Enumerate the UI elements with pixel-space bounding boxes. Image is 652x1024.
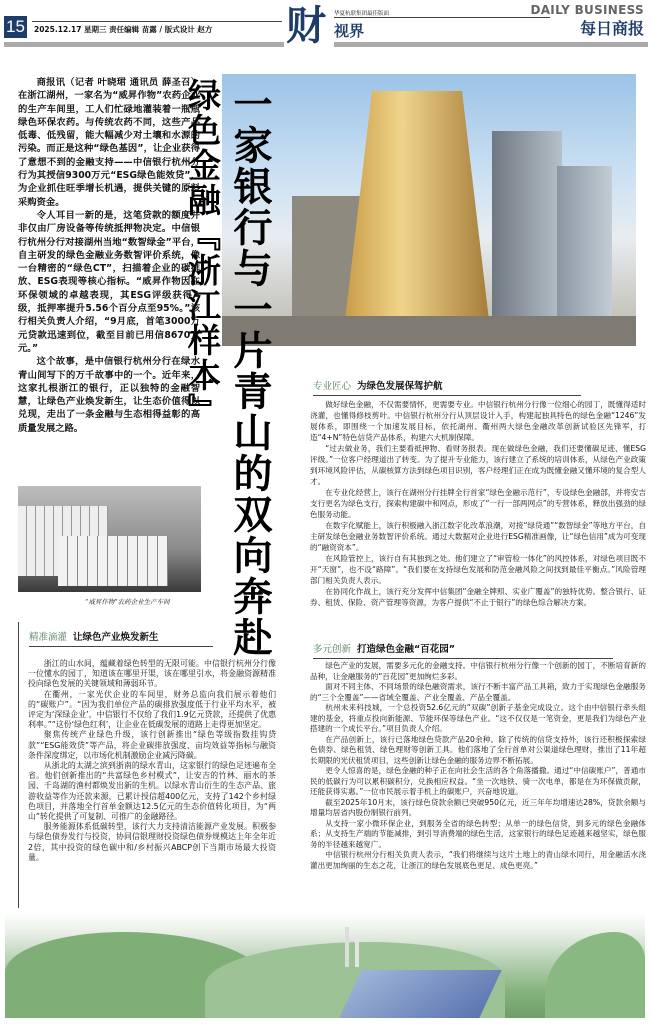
green-landscape-banner [5,912,645,1018]
paragraph: 从浙北的太湖之滨到浙南的绿水青山，这家银行的绿色足迹遍布全省。他们创新推出的“共富绿色乡村模式”，让安吉的竹林、丽水的茶园、千岛湖的渔村都焕发出新的生机。以绿水青山衍生的生态产品、旅游收益等作为还款来源，已累计授信超400亿元，支持了142个乡村绿色项目，并落地全行首单金额达12.5亿元的生态价值转化项目，为“两山”转化提供了可复制、可推广的金融路径。 [28,761,276,822]
section-heading [313,641,613,659]
paragraph: 浙江的山水间，蕴藏着绿色转型的无限可能。中信银行杭州分行像一位懂水的园丁，知道该在哪里开渠，该在哪里引水，将金融资源精准投向绿色发展的关键领域和薄弱环节。 [28,659,276,689]
section-body [310,661,646,871]
paragraph: 服务能源体系低碳转型，该行大力支持清洁能源产业发展。积极参与绿色债券发行与投资，协同信银理财投资绿色债券规模达上年全年近2倍，其中投资的绿色碳中和/乡村振兴ABCP创下当期市场最大投资量。 [28,822,276,862]
paper-name-cn: 每日商报 [579,19,644,38]
paragraph: 在产品创新上，该行已落地绿色贷款产品20余种。除了传统的信贷支持外，该行还积极探索绿色债券、绿色租赁、绿色理财等创新工具。他们落地了全行首单对公渠道绿色理财，推出了11年超长期限的光伏租赁项目，这些创新让绿色金融的服务边界不断拓展。 [310,734,646,765]
paragraph: 从支持一家小微环保企业，到服务全省的绿色转型；从单一的绿色信贷，到多元的绿色金融体系；从支持生产端的节能减排，到引导消费端的绿色生活，这家银行的绿色足迹越来越坚实，绿色服务的半径越来越宽广。 [310,818,646,849]
paper-name-en: DAILY BUSINESS [530,3,644,17]
lead-paragraph: 这个故事，是中信银行杭州分行在绿水青山间写下的万千故事中的一个。近年来，这家扎根浙江的银行，正以独特的金融智慧，让绿色产业焕发新生，让生态价值得以兑现，走出了一条金融与生态相得益彰的高质量发展之路。 [18,356,200,434]
paragraph: “过去做业务，我们主要看抵押物、看财务报表。现在做绿色金融，我们还要懂碳足迹、懂ESG评级。”一位客户经理道出了转变。为了提升专业能力，该行建立了系统的培训体系，从绿色产业政策到环境风险评估，从碳核算方法到绿色项目识别，客户经理们正在成为既懂金融又懂环境的复合型人才。 [310,444,646,486]
section-heading [313,378,581,396]
section-kicker: 专业匠心 [313,381,352,392]
paragraph: 更令人惊喜的是，绿色金融的种子正在向社会生活的各个角落播撒。通过“中信碳账户”，普通市民的低碳行为可以累积碳积分，兑换相应权益。“坐一次地铁、骑一次电单，都是在为环保做贡献，还能获得实惠。”一位市民展示着手机上的碳账户，兴奋地说道。 [310,766,646,796]
page-number: 15 [4,16,27,38]
section-heading [29,629,213,647]
sponsor-line: 华夏杭联集团最佳版面 [334,11,390,17]
section-body [310,399,646,608]
lead-article [18,76,200,435]
section-title: 让绿色产业焕发新生 [73,632,159,643]
headline-sub: 绿色金融『浙江样本』 [183,78,222,428]
section-kicker: 精准滴灌 [29,632,68,643]
paragraph: 在衢州，一家光伏企业的车间里，财务总监向我们展示着他们的“碳账户”。“因为我们单位产品的碳排放强度低于行业平均水平，被评定为‘深绿企业’，中信银行不仅给了我们1.9亿元贷款，还提供了优惠利率。”“这份‘绿色红利’，让企业在低碳发展的道路上走得更加坚定。 [28,689,276,730]
paragraph: 杭州未来科技城，一个总投资52.6亿元的“双碳”创新子基金完成设立。这个由中信银行牵头组建的基金，将重点投向新能源、节能环保等绿色产业。“这不仅仅是一笔资金，更是我们为绿色产业搭建的一个成长平台。”项目负责人介绍。 [310,703,646,733]
paragraph: 截至2025年10月末，该行绿色贷款余额已突破950亿元，近三年年均增速达28%，贷款余额与增量均居省内股份制银行前列。 [310,797,646,817]
section-side-rule [18,622,19,908]
paragraph: 中信银行杭州分行相关负责人表示，“我们将继续与这片土地上的青山绿水同行，用金融活水浇灌出更加绚丽的生态之花，让浙江的绿色发展底色更足、成色更亮。” [310,850,646,870]
paragraph: 做好绿色金融，不仅需要情怀，更需要专业。中信银行杭州分行像一位细心的园丁，既懂得适时浇灌，也懂得修枝剪叶。中信银行杭州分行从顶层设计入手，构建起独具特色的绿色金融“1246”发展体系，即围绕一个加速发展目标，依托湖州、衢州两大绿色金融改革创新试验区先锋军，打造“4+N”特色信贷产品体系，构建六大机制保障。 [310,400,646,442]
header-bar [4,42,284,47]
bank-building-photo [222,74,636,346]
section-kicker: 多元创新 [313,644,352,655]
paragraph: 在数字化赋能上，该行积极融入浙江数字化改革浪潮，对接“绿贷通”“数智绿金”等地方平台，自主研发绿色金融业务数智评价系统。通过大数据对企业进行ESG精准画像，让“绿色信用”成为可变现的“融资资本”。 [310,521,646,552]
column-glyph: 财 [286,2,326,49]
section-title: 打造绿色金融“百花园” [357,644,456,655]
paragraph: 聚焦传统产业绿色升级，该行创新推出“绿色等级指数挂钩贷款”“ESG能效贷”等产品，将企业碳排放强度、亩均效益等指标与融资条件深度绑定，以市场化机制激励企业减污降碳。 [28,730,276,760]
photo-caption: “威昇作物”农药企业生产车间 [85,598,170,606]
paragraph: 在专业化经营上，该行在湖州分行挂牌全行首家“绿色金融示范行”，专设绿色金融部，并将安吉支行更名为绿色支行，探索构建碳中和网点，形成了“一行一部两网点”的专营体系，释放出强劲的绿色服务动能。 [310,488,646,519]
header-bar [334,42,648,47]
factory-photo [18,486,201,592]
header-rule [32,21,282,22]
header-rule [334,17,550,18]
paragraph: 在风险管控上，该行自有其独到之处。他们建立了“审管检一体化”的风控体系，对绿色项目既不开“天窗”，也不设“路障”。“我们要在支持绿色发展和防范金融风险之间找到最佳平衡点。”风险管理部门相关负责人表示。 [310,554,646,585]
section-title: 为绿色发展保驾护航 [357,381,443,392]
section-body [28,659,276,863]
headline-main: 一家银行与一片青山的双向奔赴 [227,84,272,658]
paragraph: 在协同化作战上，该行充分发挥中信集团“金融全牌照、实业广覆盖”的独特优势。整合银行、证券、租赁、保险、资产管理等资源，为客户提供“不止于银行”的绿色综合解决方案。 [310,587,646,607]
paragraph: 绿色产业的发展，需要多元化的金融支持。中信银行杭州分行像一个创新的园丁，不断培育新的品种，让金融服务的“百花园”更加绚烂多彩。 [310,661,646,681]
paragraph: 面对不同主体、不同场景的绿色融资需求，该行不断丰富产品工具箱，致力于实现绿色金融服务的“三个全覆盖”——省域全覆盖、产业全覆盖、产品全覆盖。 [310,682,646,702]
column-name: 视界 [334,22,365,40]
dateline: 2025.12.17 星期三 责任编辑 苗露 / 版式设计 赵方 [34,25,213,34]
lead-paragraph: 令人耳目一新的是，这笔贷款的额度并非仅由厂房设备等传统抵押物决定。中信银行杭州分行对接湖州当地“数智绿金”平台，自主研发的绿色金融业务数智评价系统，像一台精密的“绿色CT”，扫描着企业的碳排放、ESG表现等核心指标。“威昇作物因在环保领域的卓越表现，其ESG评级获得A级，抵押率提升5.56个百分点至95%。”该行相关负责人介绍，“9月底，首笔3000万元贷款迅速到位，截至目前已用信8670万元。” [18,209,200,354]
lead-paragraph: 商报讯（记者 叶晓珺 通讯员 薛圣召）在浙江湖州，一家名为“威昇作物”农药企业的生产车间里，工人们忙碌地灌装着一瓶瓶绿色环保农药。与传统农药不同，这些产品低毒、低残留，能大幅减少对土壤和水源的污染。而正是这种“绿色基因”，让企业获得了意想不到的金融支持——中信银行杭州分行为其授信9300万元“ESG绿色能效贷”，为企业抓住旺季增长机遇，提供关键的原料采购资金。 [18,77,200,208]
